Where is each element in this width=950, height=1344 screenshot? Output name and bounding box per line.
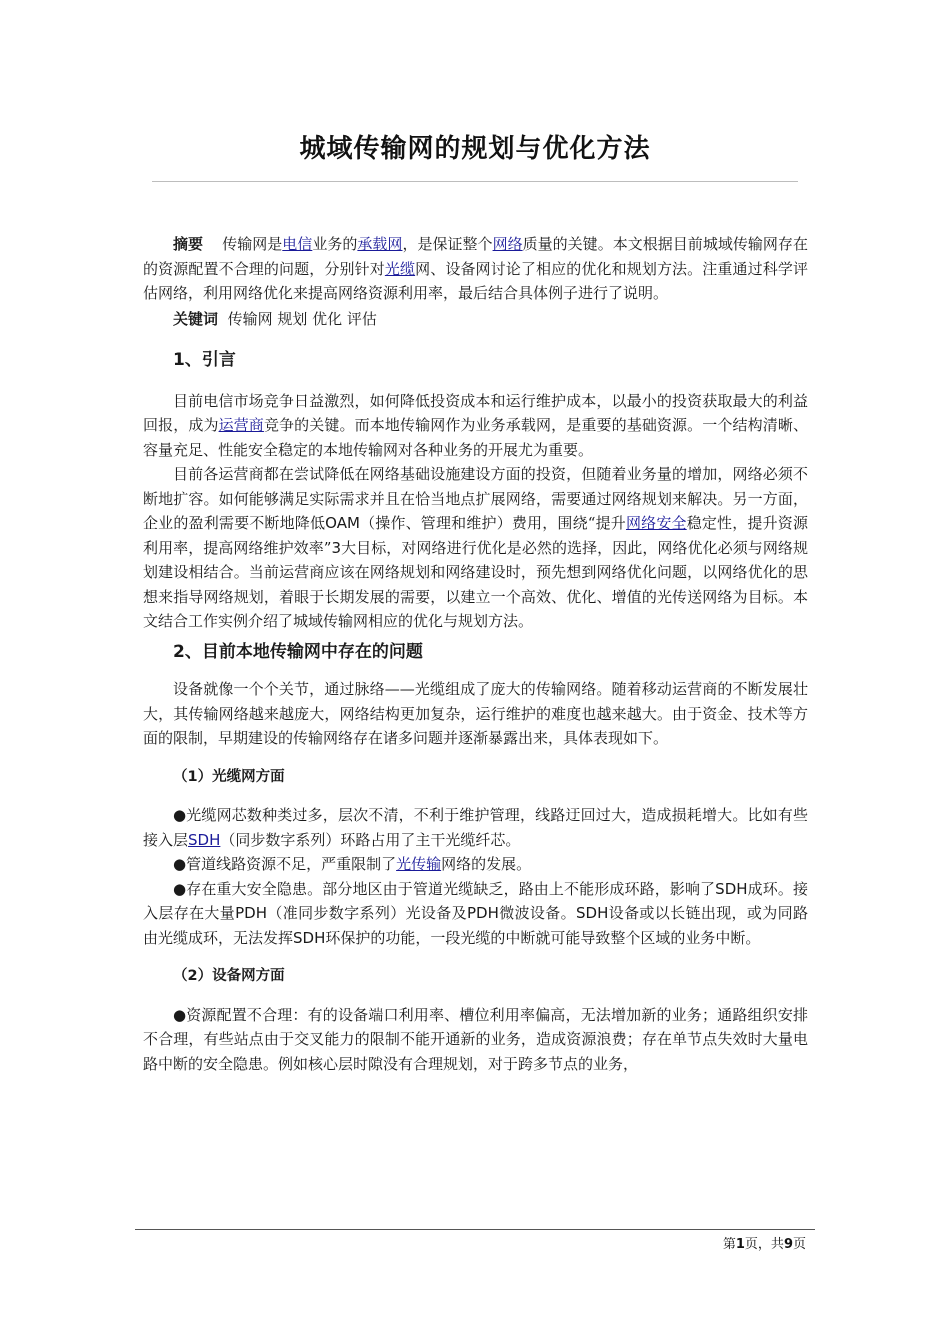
bullet-text: ●光缆网芯数种类过多，层次不清，不利于维护管理，线路迂回过大，造成损耗增大。比如有些接入层 (143, 806, 808, 849)
paragraph-text: 大目标，对网络进行优化是必然的选择，因此，网络优化必须与网络规划建设相结合。当前运营商应该在网络规划和网络建设时，预先想到网络优化问题，以网络优化的思想来指导网络规划，着眼于长期发展的需要，以建立一个高效、优化、增值的光传送网络为目标。本文结合工作实例介绍了城域传输网相应的优化与规划方法。 (143, 538, 808, 630)
paragraph-text: 目前电信市场竞争日益激烈，如何降低投资成本和运行维护成本，以最小的投资获取最大的利益回报，成为 (143, 391, 808, 434)
link-telecom[interactable]: 电信 (282, 235, 313, 253)
link-optical-cable[interactable]: 光缆 (384, 259, 416, 278)
equipment-bullet-1: ●资源配置不合理：有的设备端口利用率、槽位利用率偏高，无法增加新的业务；通路组织安排不合理，有些站点由于交叉能力的限制不能开通新的业务，造成资源浪费；存在单节点失效时大量电路中断的安全隐患。例如核心层时隙没有合理规划，对于跨多节点的业务， (143, 1005, 808, 1073)
page-footer (600, 1233, 806, 1252)
bullet-text: （同步数字系列）环路占用了主干光缆纤芯。 (220, 830, 521, 849)
footer-text: 页 (792, 1237, 806, 1252)
bullet-text: 网络的发展。 (441, 855, 532, 873)
link-network[interactable]: 网络 (492, 235, 523, 253)
paragraph-text: 竞争的关键。而本地传输网作为业务承载网，是重要的基础资源。一个结构清晰、容量充足、性能安全稳定的本地传输网对各种业务的开展尤为重要。 (143, 416, 808, 459)
term-pdh: PDH (466, 904, 499, 922)
abstract-text: 业务的 (312, 235, 358, 253)
paragraph-text: 目前各运营商都在尝试降低在网络基础设施建设方面的投资，但随着业务量的增加，网络必须不断地扩容。如何能够满足实际需求并且在恰当地点扩展网络，需要通过网络规划来解决。另一方面，企业的盈利需要不断地降低 (143, 465, 808, 532)
link-operator[interactable]: 运营商 (218, 416, 264, 434)
bullet-text: ●存在重大安全隐患。部分地区由于管道光缆缺乏，路由上不能形成环路，影响了 (173, 879, 716, 898)
term-sdh: SDH (576, 904, 609, 922)
keywords-label: 关键词 (173, 309, 219, 328)
term-oam: OAM (325, 514, 360, 532)
cable-bullet-3 (143, 877, 808, 951)
bullet-text: 微波设备。 (498, 904, 576, 922)
subsection-heading-cable: （1）光缆网方面 (173, 768, 285, 785)
bullet-text: ●管道线路资源不足，严重限制了 (173, 855, 397, 873)
total-page-number: 9 (783, 1237, 793, 1252)
link-optical-transmission[interactable]: 光传输 (396, 855, 442, 873)
intro-paragraph-2 (143, 462, 808, 634)
title-divider (152, 181, 798, 182)
cable-bullet-1 (143, 803, 808, 852)
link-network-security[interactable]: 网络安全 (625, 514, 687, 532)
abstract-text: 质量的关键。本文根据目前城域传输网存在的资源配置不合理的问题，分别针对 (143, 235, 808, 278)
link-bearer-network[interactable]: 承载网 (357, 235, 403, 253)
bullet-text: 成环。接入层存在大量 (143, 879, 808, 922)
keywords-paragraph (143, 307, 808, 332)
keywords-text: 传输网 规划 优化 评估 (227, 309, 377, 328)
link-sdh[interactable]: SDH (188, 830, 221, 849)
subsection-heading-equipment: （2）设备网方面 (173, 968, 285, 984)
bullet-text: 设备或以长链出现，或为同路由光缆成环，无法发挥 (143, 904, 808, 947)
intro-paragraph-1 (143, 389, 808, 463)
document-body (143, 232, 808, 1076)
section-heading-intro: 1、引言 (173, 350, 236, 370)
footer-divider (135, 1229, 815, 1230)
bullet-text: （准同步数字系列）光设备及 (267, 904, 467, 922)
abstract-paragraph (143, 232, 808, 306)
section-heading-problems: 2、目前本地传输网中存在的问题 (173, 641, 423, 662)
paragraph-text: （操作、管理和维护）费用，围绕“提升 (359, 514, 626, 532)
paragraph-text: 稳定性，提升资源利用率，提高网络维护效率” (143, 514, 808, 557)
term-sdh: SDH (715, 879, 748, 898)
current-page-number: 1 (735, 1237, 745, 1252)
cable-bullet-2 (143, 852, 808, 877)
abstract-text: 传输网是 (222, 235, 283, 253)
number-text: 3 (331, 538, 341, 557)
term-pdh: PDH (235, 904, 268, 922)
abstract-text: 网、设备网讨论了相应的优化和规划方法。注重通过科学评估网络，利用网络优化来提高网络资源利用率，最后结合具体例子进行了说明。 (143, 259, 808, 302)
footer-text: 页，共 (744, 1237, 784, 1252)
abstract-text: ，是保证整个 (402, 235, 493, 253)
term-sdh: SDH (293, 928, 326, 947)
footer-text: 第 (722, 1237, 736, 1252)
problems-paragraph: 设备就像一个个关节，通过脉络——光缆组成了庞大的传输网络。随着移动运营商的不断发展壮大，其传输网络越来越庞大，网络结构更加复杂，运行维护的难度也越来越大。由于资金、技术等方面的限制，早期建设的传输网络存在诸多问题并逐渐暴露出来，具体表现如下。 (143, 680, 808, 747)
document-title: 城域传输网的规划与优化方法 (299, 134, 651, 164)
bullet-text: 环保护的功能，一段光缆的中断就可能导致整个区域的业务中断。 (325, 928, 761, 947)
abstract-label: 摘要 (173, 235, 204, 253)
